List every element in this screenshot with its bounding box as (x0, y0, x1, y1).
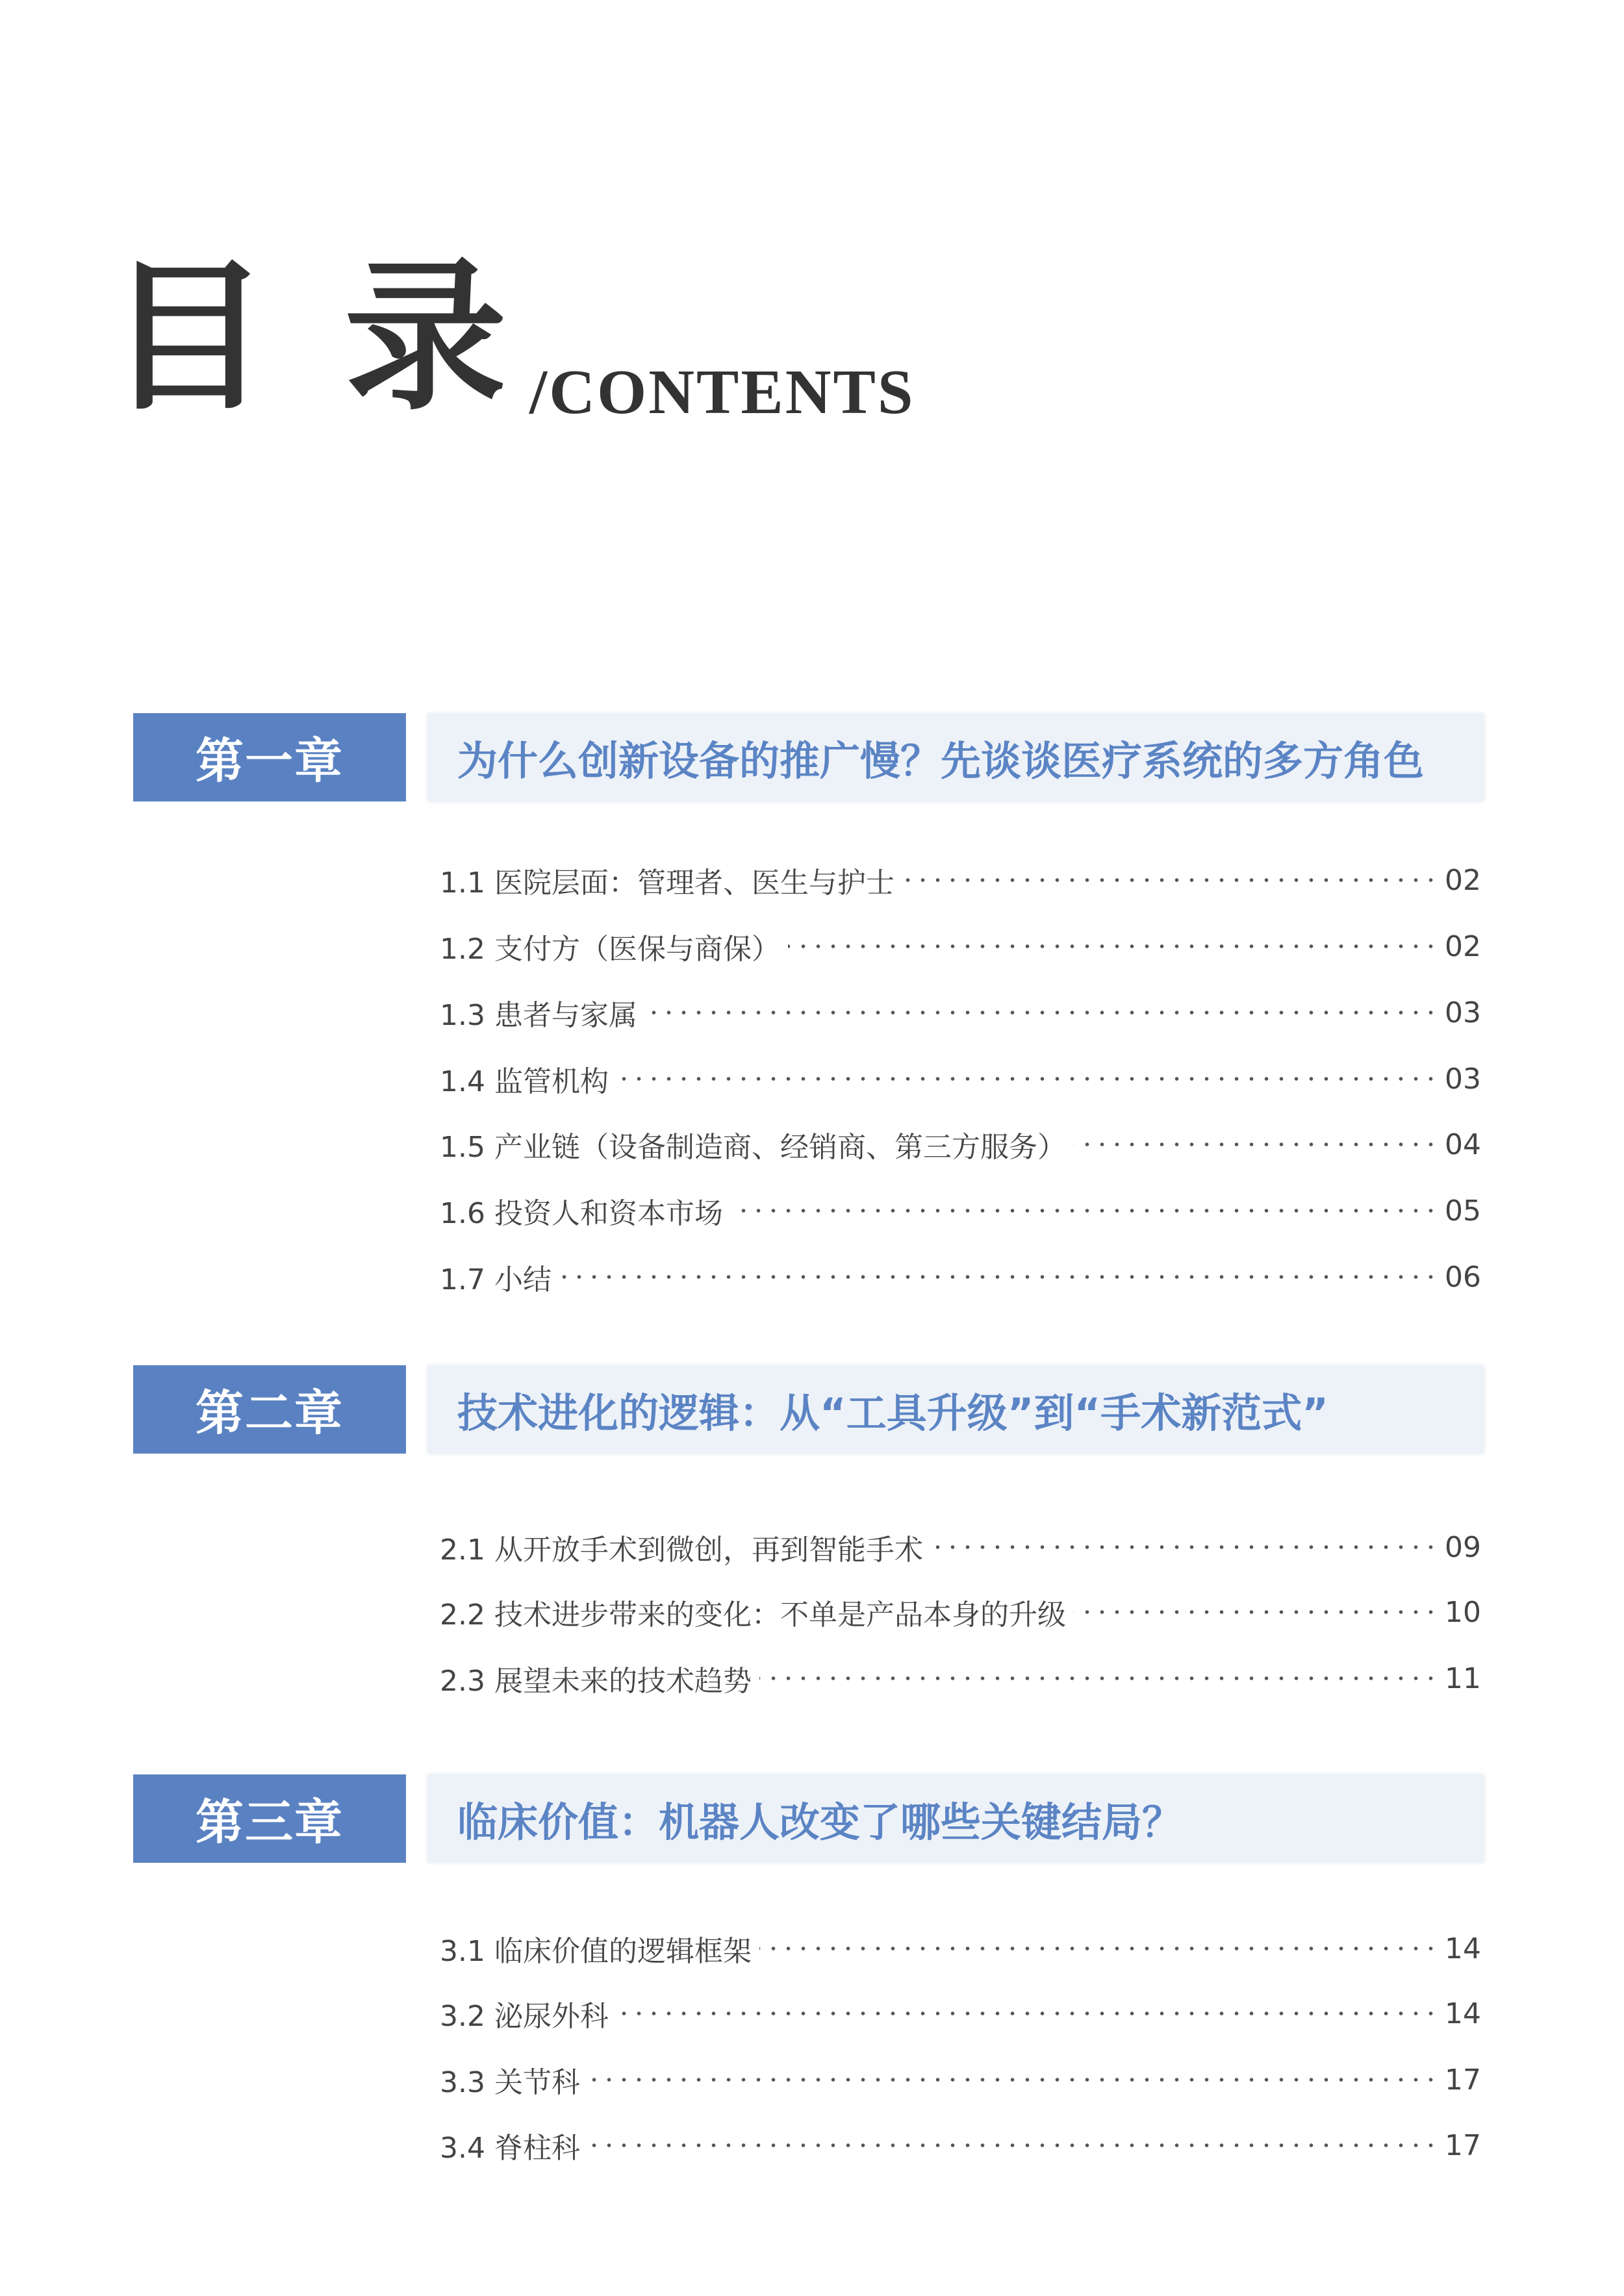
toc-entry[interactable] (440, 1991, 1481, 2036)
toc-entry-page: 09 (1445, 1530, 1481, 1564)
chapter-label[interactable]: 第一章 (133, 713, 406, 801)
leader-dots (616, 1076, 1438, 1082)
toc-entry[interactable] (440, 924, 1481, 969)
toc-entry[interactable] (440, 1254, 1481, 1300)
toc-entry-label: 1.2 支付方（医保与商保） (440, 933, 780, 966)
chapter-title[interactable]: 为什么创新设备的推广慢？先谈谈医疗系统的多方角色 (427, 713, 1484, 801)
toc-entry-label: 3.1 临床价值的逻辑框架 (440, 1935, 752, 1968)
toc-entry-label: 1.5 产业链（设备制造商、经销商、第三方服务） (440, 1131, 1066, 1164)
toc-entry-label: 1.7 小结 (440, 1263, 552, 1296)
toc-entry-page: 17 (1445, 2063, 1481, 2097)
leader-dots (588, 2076, 1438, 2083)
leader-dots (902, 877, 1438, 883)
toc-entry-page: 03 (1445, 996, 1481, 1029)
toc-entry[interactable] (440, 990, 1481, 1035)
toc-entry-page: 06 (1445, 1260, 1481, 1294)
toc-entry[interactable] (440, 1589, 1481, 1635)
toc-entry[interactable] (440, 2057, 1481, 2102)
toc-entry[interactable] (440, 857, 1481, 903)
toc-entry-page: 17 (1445, 2128, 1481, 2162)
toc-entry[interactable] (440, 1056, 1481, 1102)
contents-title-char-1: 目 (107, 243, 270, 432)
toc-entry-label: 3.2 泌尿外科 (440, 2000, 609, 2033)
toc-entry-page: 03 (1445, 1062, 1481, 1096)
toc-entry-label: 1.6 投资人和资本市场 (440, 1197, 723, 1230)
toc-entry[interactable] (440, 1524, 1481, 1570)
contents-title-char-2: 录 (344, 243, 507, 432)
toc-entry[interactable] (440, 1188, 1481, 1233)
toc-entry-label: 1.3 患者与家属 (440, 999, 637, 1032)
leader-dots (559, 1274, 1438, 1280)
leader-dots (1074, 1141, 1438, 1148)
leader-dots (731, 1207, 1438, 1214)
toc-entry-page: 02 (1445, 863, 1481, 897)
toc-entry-page: 10 (1445, 1595, 1481, 1629)
toc-entry[interactable] (440, 1656, 1481, 1701)
chapter-label[interactable]: 第二章 (133, 1365, 406, 1454)
toc-entry-label: 2.3 展望未来的技术趋势 (440, 1665, 752, 1698)
chapter-title[interactable]: 技术进化的逻辑：从“工具升级”到“手术新范式” (427, 1365, 1484, 1454)
toc-entry-label: 2.1 从开放手术到微创，再到智能手术 (440, 1533, 923, 1567)
toc-entry-page: 05 (1445, 1194, 1481, 1228)
toc-entry-page: 11 (1445, 1661, 1481, 1695)
leader-dots (931, 1544, 1438, 1550)
toc-entry-label: 1.1 医院层面：管理者、医生与护士 (440, 866, 894, 900)
leader-dots (788, 943, 1438, 950)
toc-entry-page: 14 (1445, 1997, 1481, 2030)
leader-dots (759, 1945, 1438, 1952)
toc-entry-page: 14 (1445, 1932, 1481, 1965)
toc-entry-page: 02 (1445, 929, 1481, 963)
toc-entry[interactable] (440, 1926, 1481, 1971)
leader-dots (1074, 1609, 1438, 1615)
leader-dots (588, 2142, 1438, 2149)
toc-entry-label: 3.3 关节科 (440, 2066, 580, 2099)
toc-entry-page: 04 (1445, 1128, 1481, 1161)
chapter-label[interactable]: 第三章 (133, 1774, 406, 1863)
leader-dots (645, 1009, 1438, 1016)
toc-entry-label: 1.4 监管机构 (440, 1065, 609, 1098)
leader-dots (616, 2010, 1438, 2017)
toc-entry[interactable] (440, 1122, 1481, 1167)
leader-dots (759, 1675, 1438, 1682)
toc-entry-label: 3.4 脊柱科 (440, 2132, 580, 2165)
contents-subtitle: /CONTENTS (529, 357, 915, 427)
toc-entry-label: 2.2 技术进步带来的变化：不单是产品本身的升级 (440, 1598, 1066, 1632)
chapter-title[interactable]: 临床价值：机器人改变了哪些关键结局？ (427, 1774, 1484, 1863)
toc-entry[interactable] (440, 2123, 1481, 2168)
